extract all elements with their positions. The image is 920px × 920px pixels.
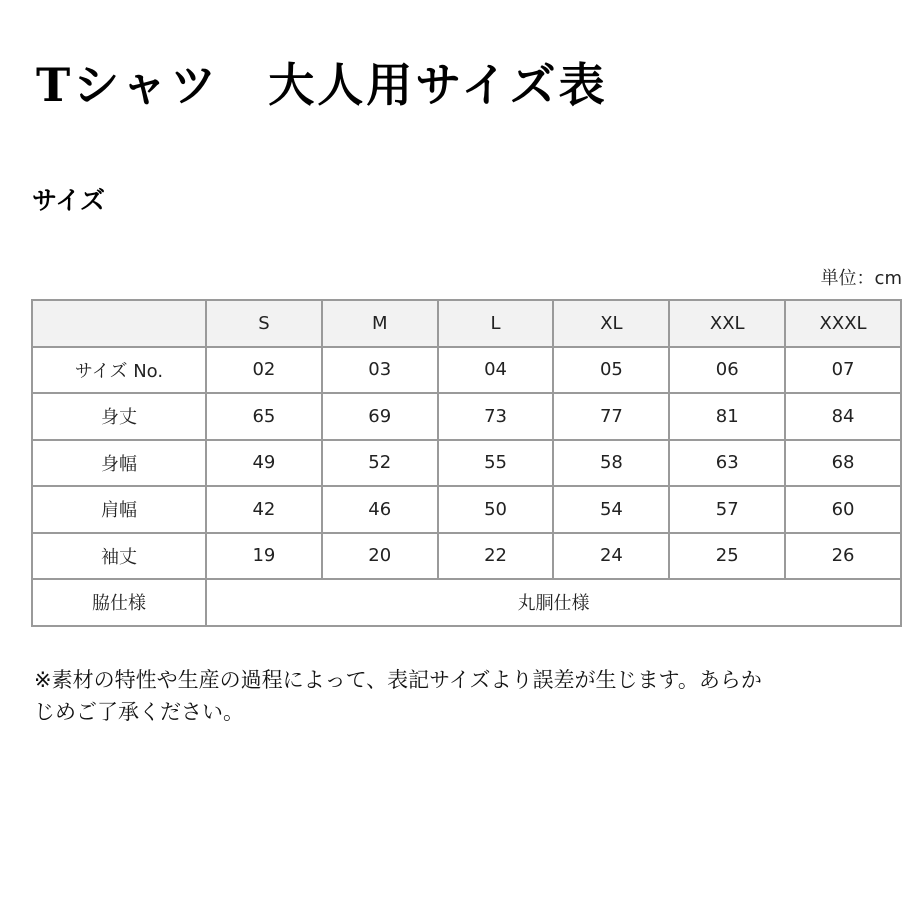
header-size-xl: XL (553, 300, 669, 347)
table-cell: 68 (785, 440, 901, 487)
table-cell: 58 (553, 440, 669, 487)
table-cell: 02 (206, 347, 322, 394)
row-label: 身丈 (32, 393, 206, 440)
table-cell: 46 (322, 486, 438, 533)
table-cell: 22 (438, 533, 554, 580)
table-cell: 54 (553, 486, 669, 533)
row-label: サイズ No. (32, 347, 206, 394)
header-corner (32, 300, 206, 347)
table-cell: 25 (669, 533, 785, 580)
header-size-m: M (322, 300, 438, 347)
note-line-1: ※素材の特性や生産の過程によって、表記サイズより誤差が生じます。あらか (34, 668, 762, 692)
table-cell: 49 (206, 440, 322, 487)
table-row-size-no (32, 347, 901, 394)
header-size-xxxl: XXXL (785, 300, 901, 347)
table-cell: 69 (322, 393, 438, 440)
header-size-s: S (206, 300, 322, 347)
header-size-l: L (438, 300, 554, 347)
table-cell: 06 (669, 347, 785, 394)
table-cell: 60 (785, 486, 901, 533)
table-row-sleeve-length (32, 533, 901, 580)
table-row-side-spec (32, 579, 901, 626)
table-cell: 73 (438, 393, 554, 440)
table-cell: 20 (322, 533, 438, 580)
unit-label: 単位：cm (820, 268, 902, 289)
table-cell: 52 (322, 440, 438, 487)
table-cell: 26 (785, 533, 901, 580)
table-cell: 24 (553, 533, 669, 580)
table-cell: 50 (438, 486, 554, 533)
table-cell: 55 (438, 440, 554, 487)
table-cell: 04 (438, 347, 554, 394)
table-cell: 63 (669, 440, 785, 487)
side-spec-value: 丸胴仕様 (206, 579, 901, 626)
table-cell: 03 (322, 347, 438, 394)
table-cell: 84 (785, 393, 901, 440)
page-title: Tシャツ 大人用サイズ表 (36, 58, 608, 112)
row-label: 身幅 (32, 440, 206, 487)
table-cell: 57 (669, 486, 785, 533)
table-row-body-length (32, 393, 901, 440)
table-cell: 42 (206, 486, 322, 533)
table-cell: 77 (553, 393, 669, 440)
row-label: 脇仕様 (32, 579, 206, 626)
table-cell: 05 (553, 347, 669, 394)
table-cell: 81 (669, 393, 785, 440)
table-cell: 07 (785, 347, 901, 394)
table-cell: 65 (206, 393, 322, 440)
note-line-2: じめご了承ください。 (34, 700, 244, 724)
header-size-xxl: XXL (669, 300, 785, 347)
table-cell: 19 (206, 533, 322, 580)
row-label: 袖丈 (32, 533, 206, 580)
section-heading: サイズ (32, 186, 106, 215)
table-header-row (32, 300, 901, 347)
row-label: 肩幅 (32, 486, 206, 533)
size-note (34, 664, 904, 728)
size-table (31, 299, 902, 627)
table-row-shoulder-width (32, 486, 901, 533)
table-row-body-width (32, 440, 901, 487)
